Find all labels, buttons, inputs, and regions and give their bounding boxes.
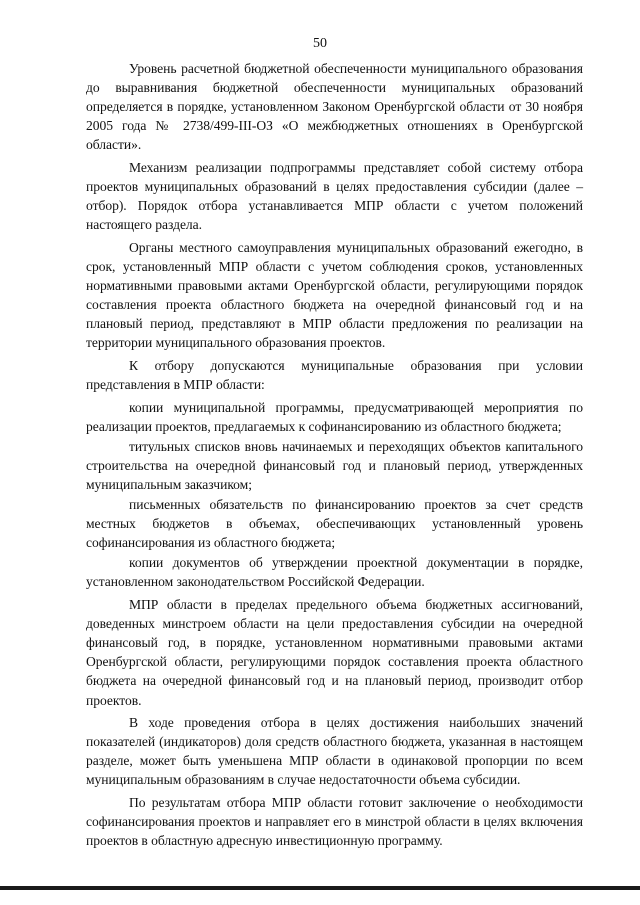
paragraph-budget-sufficiency: Уровень расчетной бюджетной обеспеченности муниципального образования до выравнивания бюджетной обеспеченности муниципальных образований определяется в порядке, установленном Законом Оренбургской области от 30 ноября 2005 года № 2738/499-III-ОЗ «О межбюджетных отношениях в Оренбургской области». (86, 61, 583, 153)
paragraph-project-selection: МПР области в пределах предельного объема бюджетных ассигнований, доведенных минстроем области на цели предоставления субсидии на очередной финансовый год, в порядке, установленном нормативными правовыми актами Оренбургской области, регулирующими порядок составления проекта областного бюджета на очередной финансовый год и на плановый период, производит отбор проектов. (86, 597, 583, 708)
paragraph-local-government-proposals: Органы местного самоуправления муниципальных образований ежегодно, в срок, установленный МПР области с учетом соблюдения сроков, установленных нормативными правовыми актами Оренбургской области, регулирующими порядок составления проекта областного бюджета на очередной финансовый год и на плановый период, представляют в МПР области предложения по реализации на территории муниципального образования проектов. (86, 239, 583, 351)
paragraph-selection-results: По результатам отбора МПР области готовит заключение о необходимости софинансирования проектов и направляет его в минстрой области в целях включения проектов в областную адресную инвестиционную программу. (86, 794, 583, 849)
paragraph-budget-share-reduction: В ходе проведения отбора в целях достижения наибольших значений показателей (индикаторов) доля средств областного бюджета, указанная в настоящем разделе, может быть уменьшена МПР области в одинаковой пропорции по всем муниципальным образованиям в случае недостаточности объема субсидии. (86, 715, 583, 788)
list-item-title-lists: титульных списков вновь начинаемых и переходящих объектов капитального строительства на очередной финансовый год и плановый период, утвержденных муниципальным заказчиком; (86, 438, 583, 492)
page-number: 50 (313, 36, 327, 51)
list-item-municipal-program-copy: копии муниципальной программы, предусматривающей мероприятия по реализации проектов, предлагаемых к софинансированию из областного бюджета; (86, 399, 583, 434)
list-item-financing-obligations: письменных обязательств по финансированию проектов за счет средств местных бюджетов в объемах, обеспечивающих установленный уровень софинансирования из областного бюджета; (86, 497, 583, 551)
paragraph-selection-admission: К отбору допускаются муниципальные образования при условии представления в МПР области: (86, 357, 583, 392)
document-body (86, 59, 583, 854)
footer-rule (0, 886, 640, 890)
paragraph-selection-mechanism: Механизм реализации подпрограммы представляет собой систему отбора проектов муниципальных образований в целях предоставления субсидии (далее – отбор). Порядок отбора устанавливается МПР области с учетом положений настоящего раздела. (86, 159, 583, 233)
list-item-design-documentation: копии документов об утверждении проектной документации в порядке, установленном законодательством Российской Федерации. (86, 555, 583, 590)
